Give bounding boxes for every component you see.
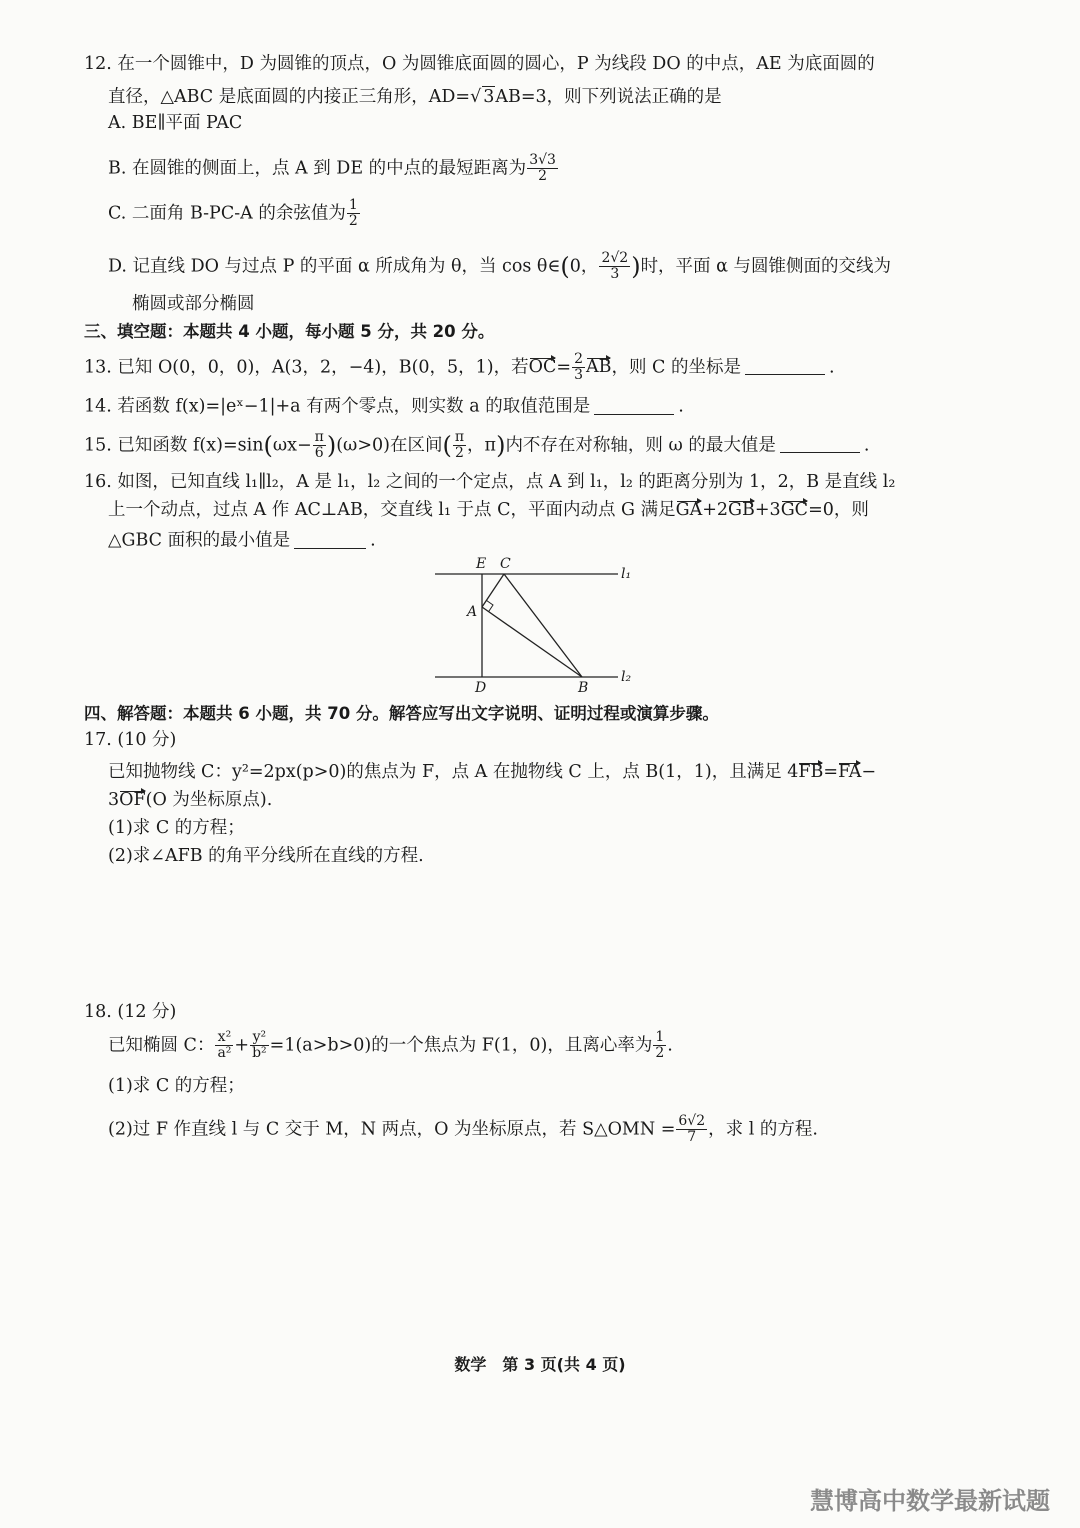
label-c: C: [500, 556, 511, 572]
fraction-numerator: 3√3: [529, 152, 556, 168]
fraction-denominator: 2: [655, 1045, 665, 1062]
q13-text-a: 13. 已知 O(0，0，0)，A(3，2，−4)，B(0，5，1)，若: [84, 357, 529, 378]
q12-option-b-fraction: [527, 153, 558, 185]
q17-text-b: (O 为坐标原点).: [145, 790, 273, 810]
plus-three: +3: [754, 500, 781, 520]
fraction-denominator: 2: [538, 168, 548, 185]
page-footer: 数学 第 3 页(共 4 页): [454, 1355, 626, 1374]
left-paren: (: [263, 431, 273, 460]
q18-area-fraction: [676, 1114, 707, 1146]
q13-fraction: [572, 352, 585, 384]
q12-option-a: A. BE∥平面 PAC: [108, 113, 243, 133]
period: .: [863, 435, 870, 456]
fraction-numerator: 6√2: [678, 1113, 706, 1129]
right-angle-mark: [486, 600, 493, 611]
vector-oc: OC: [528, 357, 557, 378]
period: .: [829, 357, 835, 378]
right-paren: ): [631, 252, 641, 281]
equals: =: [823, 762, 839, 782]
q12-option-d-line2: 椭圆或部分椭圆: [132, 294, 255, 314]
answer-blank: [745, 357, 825, 376]
segment-ac: [482, 574, 504, 607]
q12-option-d: [108, 251, 891, 283]
q15-text-a: 15. 已知函数 f(x)=sin: [84, 435, 264, 456]
answer-blank: [294, 530, 366, 549]
fraction-numerator: y²: [250, 1030, 269, 1046]
q18-eccentricity-fraction: [653, 1030, 666, 1062]
q14-text: 14. 若函数 f(x)=|eˣ−1|+a 有两个零点，则实数 a 的取值范围是: [84, 396, 591, 417]
q16-text-b: =0，则: [808, 500, 869, 520]
period: .: [370, 530, 376, 551]
fraction-numerator: 2√2: [601, 250, 629, 266]
q12-option-d-text: D. 记直线 DO 与过点 P 的平面 α 所成角为 θ，当 cos θ∈: [108, 256, 561, 277]
plus: +: [234, 1035, 250, 1056]
q15-text-b: (ω>0)在区间: [336, 435, 443, 456]
q18-part2: [108, 1114, 818, 1146]
left-paren: (: [442, 431, 452, 460]
q12-option-b: [108, 153, 559, 185]
right-paren: ): [326, 431, 337, 460]
answer-blank: [594, 396, 674, 415]
interval-right: ，π: [467, 435, 497, 456]
left-paren: (: [560, 252, 570, 281]
vector-ga: GA: [675, 500, 703, 520]
q17-text-a: 已知抛物线 C：y²=2px(p>0)的焦点为 F，点 A 在抛物线 C 上，点 B(1，1)，且满足 4: [108, 762, 799, 782]
fraction-denominator: 7: [687, 1129, 697, 1146]
fraction-denominator: b²: [252, 1045, 267, 1062]
segment-ab: [482, 607, 582, 677]
period: .: [678, 396, 684, 417]
q18-x-fraction: [215, 1030, 233, 1062]
fraction-numerator: 1: [348, 197, 358, 213]
vector-ab: AB: [585, 357, 612, 378]
q15-text-c: 内不存在对称轴，则 ω 的最大值是: [505, 435, 776, 456]
q16-line1: 16. 如图，已知直线 l₁∥l₂，A 是 l₁，l₂ 之间的一个定点，点 A 到 l₁，l₂ 的距离分别为 1，2，B 是直线 l₂: [84, 472, 896, 492]
q18-y-fraction: [250, 1030, 269, 1062]
label-l1: l₁: [621, 566, 632, 582]
q18-heading: 18. (12 分): [84, 1002, 177, 1022]
q12-line2-a: 直径，△ABC 是底面圆的内接正三角形，AD=: [108, 87, 471, 107]
q15-interval-fraction: [453, 430, 466, 462]
q16-line3: [108, 530, 376, 552]
vector-gb: GB: [728, 500, 755, 520]
q12-sqrt: 3: [483, 87, 495, 107]
q18-text-d: ，求 l 的方程.: [708, 1119, 818, 1140]
q12-option-c-fraction: [347, 198, 360, 230]
q12-option-c-text: C. 二面角 B-PC-A 的余弦值为: [108, 203, 346, 224]
label-a: A: [467, 604, 478, 620]
q17-coef: 3: [108, 790, 120, 810]
vector-gc: GC: [780, 500, 809, 520]
watermark: 慧博高中数学最新试题: [810, 1487, 1050, 1515]
q18-part1: (1)求 C 的方程；: [108, 1076, 245, 1096]
fraction-denominator: a²: [217, 1045, 232, 1062]
segment-cb: [504, 574, 582, 677]
answer-blank: [780, 435, 860, 454]
q12-line2-b: AB=3，则下列说法正确的是: [495, 87, 722, 107]
label-b: B: [578, 680, 589, 696]
fraction-numerator: π: [314, 429, 324, 445]
q18-line1: [108, 1030, 673, 1062]
q17-heading: 17. (10 分): [84, 730, 177, 750]
fraction-numerator: π: [454, 429, 465, 445]
q18-text-b: =1(a>b>0)的一个焦点为 F(1，0)，且离心率为: [269, 1035, 653, 1056]
q15-inner: ωx−: [272, 435, 312, 456]
label-d: D: [475, 680, 487, 696]
fraction-denominator: 3: [574, 367, 583, 384]
interval-left: 0，: [569, 256, 599, 277]
vector-fb: FB: [798, 762, 824, 782]
right-paren: ): [496, 431, 506, 460]
section-heading-solutions: 四、解答题：本题共 6 小题，共 70 分。解答应写出文字说明、证明过程或演算步骤。: [84, 704, 719, 723]
q12-option-d-text-b: 时，平面 α 与圆锥侧面的交线为: [640, 256, 892, 277]
q12-line1: 12. 在一个圆锥中，D 为圆锥的顶点，O 为圆锥底面圆的圆心，P 为线段 DO 的中点，AE 为底面圆的: [84, 54, 875, 74]
label-e: E: [476, 556, 487, 572]
plus-two: +2: [702, 500, 729, 520]
q12-line2: [108, 86, 722, 109]
q18-text-c: (2)过 F 作直线 l 与 C 交于 M，N 两点，O 为坐标原点，若 S△OMN =: [108, 1119, 676, 1140]
section-heading-fill-in: 三、填空题：本题共 4 小题，每小题 5 分，共 20 分。: [84, 322, 495, 341]
q12-option-b-text: B. 在圆锥的侧面上，点 A 到 DE 的中点的最短距离为: [108, 158, 527, 179]
q17-line1: [108, 762, 876, 784]
q15: [84, 430, 869, 462]
q17-part2: (2)求∠AFB 的角平分线所在直线的方程.: [108, 846, 424, 866]
vector-fa: FA: [838, 762, 862, 782]
q16-line2: [108, 500, 869, 522]
geometry-figure: [420, 552, 650, 696]
q17-line2: [108, 790, 272, 812]
fraction-numerator: 2: [574, 351, 583, 367]
sqrt-symbol: √: [470, 87, 482, 107]
q16-text-c: △GBC 面积的最小值是: [108, 530, 291, 551]
q13: [84, 352, 835, 384]
q16-text-a: 上一个动点，过点 A 作 AC⊥AB，交直线 l₁ 于点 C，平面内动点 G 满足: [108, 500, 676, 520]
fraction-numerator: 1: [655, 1029, 665, 1045]
q12-option-c: [108, 198, 361, 230]
period: .: [667, 1035, 673, 1056]
q14: [84, 396, 684, 418]
q18-text-a: 已知椭圆 C：: [108, 1035, 215, 1056]
q12-option-d-fraction: [599, 251, 630, 283]
fraction-denominator: 3: [610, 266, 620, 283]
fraction-numerator: x²: [215, 1030, 233, 1046]
fraction-denominator: 2: [348, 213, 358, 230]
label-l2: l₂: [621, 669, 632, 685]
vector-of: OF: [119, 790, 146, 810]
fraction-denominator: 6: [314, 445, 324, 462]
equals: =: [556, 357, 572, 378]
fraction-denominator: 2: [454, 445, 464, 462]
q13-text-b: ，则 C 的坐标是: [611, 357, 741, 378]
minus: −: [861, 762, 877, 782]
q15-pi-fraction: [313, 430, 326, 462]
q17-part1: (1)求 C 的方程；: [108, 818, 245, 838]
